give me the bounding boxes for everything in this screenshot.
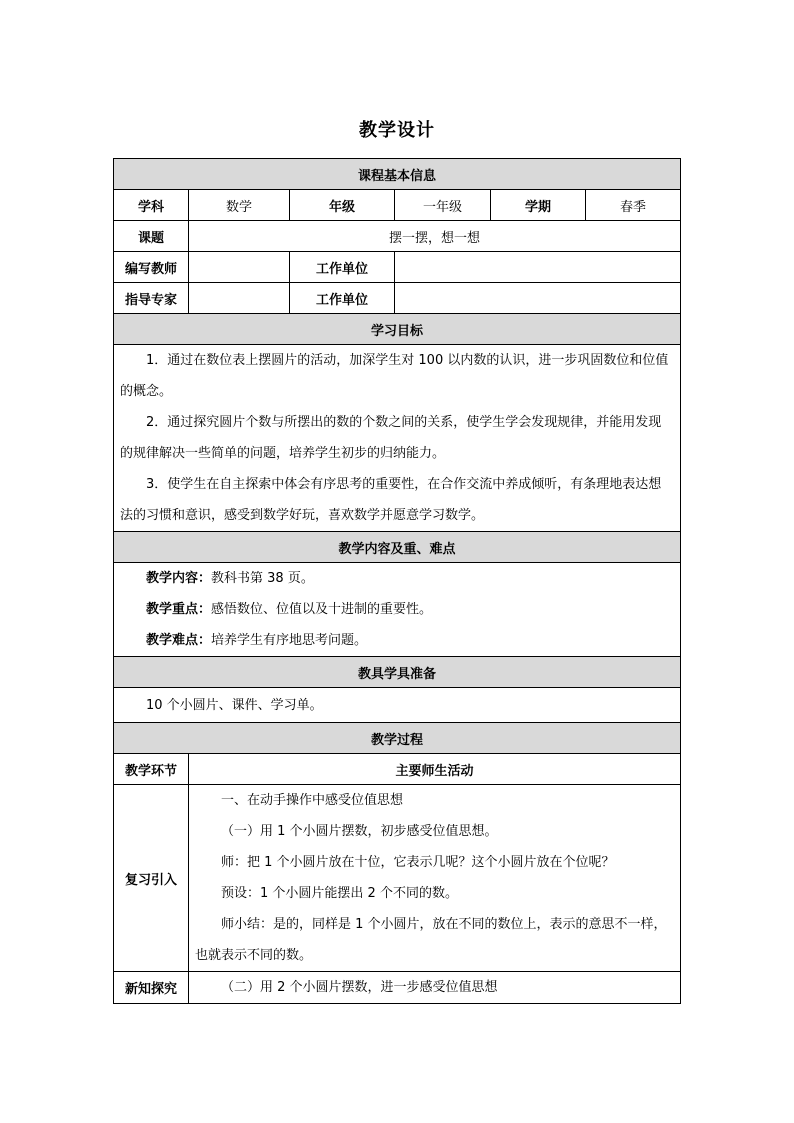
grade-value: 一年级 bbox=[395, 190, 491, 221]
content-label: 教学内容： bbox=[146, 571, 212, 586]
new-knowledge-activities bbox=[189, 972, 681, 1004]
activity-line: 师：把 1 个小圆片放在十位，它表示几呢？这个小圆片放在个位呢？ bbox=[221, 855, 615, 870]
topic-label: 课题 bbox=[114, 221, 189, 252]
subject-value: 数学 bbox=[189, 190, 290, 221]
materials-cell bbox=[114, 688, 681, 723]
activity-line: 师小结：是的，同样是 1 个小圆片，放在不同的数位上，表示的意思不一样，也就表示不同的数。 bbox=[195, 917, 667, 963]
objective-3: 3．使学生在自主探索中体会有序思考的重要性，在合作交流中养成倾听，有条理地表达想法的习惯和意识，感受到数学好玩，喜欢数学并愿意学习数学。 bbox=[120, 477, 662, 523]
expert-value bbox=[189, 283, 290, 314]
work-unit-label-2: 工作单位 bbox=[290, 283, 395, 314]
section-header-content: 教学内容及重、难点 bbox=[114, 532, 681, 563]
stage-new-knowledge: 新知探究 bbox=[114, 972, 189, 1004]
work-unit-value-2 bbox=[395, 283, 681, 314]
teacher-value bbox=[189, 252, 290, 283]
expert-label: 指导专家 bbox=[114, 283, 189, 314]
stage-column-header: 教学环节 bbox=[114, 754, 189, 785]
content-cell bbox=[114, 563, 681, 657]
teacher-label: 编写教师 bbox=[114, 252, 189, 283]
activity-line: 预设：1 个小圆片能摆出 2 个不同的数。 bbox=[221, 886, 458, 901]
grade-label: 年级 bbox=[290, 190, 395, 221]
section-header-materials: 教具学具准备 bbox=[114, 657, 681, 688]
term-label: 学期 bbox=[491, 190, 586, 221]
objective-1: 1．通过在数位表上摆圆片的活动，加深学生对 100 以内数的认识，进一步巩固数位和位值的概念。 bbox=[120, 353, 669, 399]
term-value: 春季 bbox=[586, 190, 681, 221]
objective-2: 2．通过探究圆片个数与所摆出的数的个数之间的关系，使学生学会发现规律，并能用发现的规律解决一些简单的问题，培养学生初步的归纳能力。 bbox=[120, 415, 662, 461]
page-title: 教学设计 bbox=[359, 120, 435, 141]
content-text: 教科书第 38 页。 bbox=[211, 571, 314, 586]
work-unit-label: 工作单位 bbox=[290, 252, 395, 283]
content-line bbox=[120, 563, 674, 594]
objectives-cell bbox=[114, 345, 681, 532]
section-header-objectives: 学习目标 bbox=[114, 314, 681, 345]
stage-review: 复习引入 bbox=[114, 785, 189, 972]
activity-column-header: 主要师生活动 bbox=[189, 754, 681, 785]
section-header-process: 教学过程 bbox=[114, 723, 681, 754]
activity-line: （一）用 1 个小圆片摆数，初步感受位值思想。 bbox=[221, 824, 498, 839]
review-activities bbox=[189, 785, 681, 972]
key-point-text: 感悟数位、位值以及十进制的重要性。 bbox=[211, 602, 433, 617]
key-point-label: 教学重点： bbox=[146, 602, 212, 617]
difficulty-line bbox=[120, 625, 674, 656]
section-header-basic-info: 课程基本信息 bbox=[114, 159, 681, 190]
materials-text: 10 个小圆片、课件、学习单。 bbox=[146, 697, 323, 713]
activity-line: 一、在动手操作中感受位值思想 bbox=[221, 793, 404, 808]
subject-label: 学科 bbox=[114, 190, 189, 221]
work-unit-value bbox=[395, 252, 681, 283]
topic-value: 摆一摆，想一想 bbox=[189, 221, 681, 252]
difficulty-label: 教学难点： bbox=[146, 633, 212, 648]
key-point-line bbox=[120, 594, 674, 625]
difficulty-text: 培养学生有序地思考问题。 bbox=[211, 633, 368, 648]
lesson-plan-table bbox=[113, 158, 681, 1004]
activity-line: （二）用 2 个小圆片摆数，进一步感受位值思想 bbox=[221, 980, 498, 995]
